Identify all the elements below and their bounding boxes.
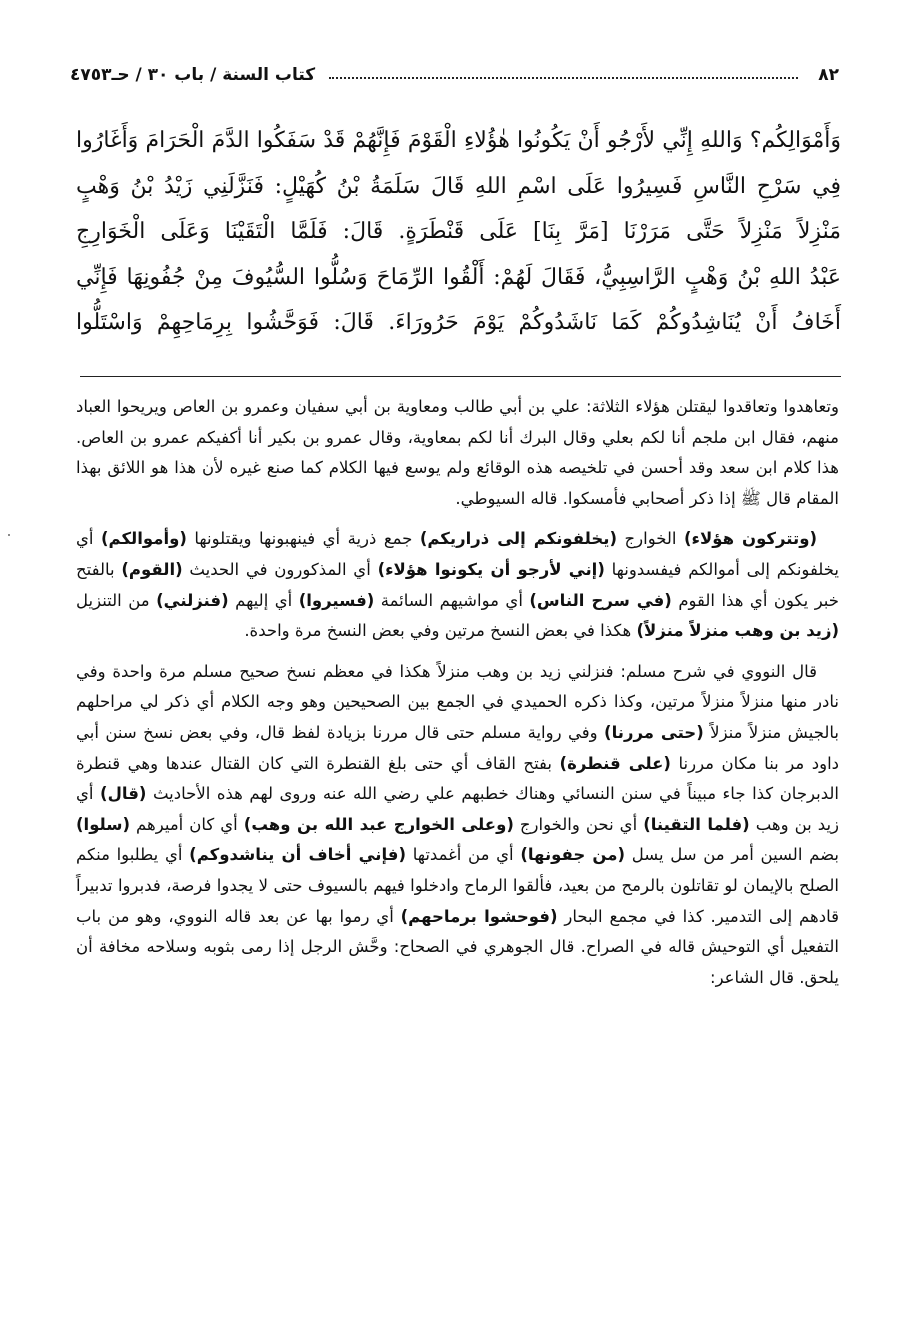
- hadith-line: مَنْزِلاً مَنْزِلاً حَتَّى مَرَرْنَا [مَرَّ بِنَا] عَلَى قَنْطَرَةٍ. قَالَ: فَلَمَّا الْتَقَيْنَا وَعَلَى الْخَوَارِجِ: [76, 219, 841, 244]
- commentary-text: من التنزيل: [76, 590, 157, 610]
- page-number: ٨٢: [818, 65, 839, 85]
- quoted-phrase: (على قنطرة): [559, 753, 671, 773]
- quoted-phrase: (حتى مررنا): [604, 722, 704, 742]
- commentary-paragraph: [76, 392, 839, 514]
- hadith-line: أَخَافُ أَنْ يُنَاشِدُوكُمْ كَمَا نَاشَدُوكُمْ يَوْمَ حَرُورَاءَ. قَالَ: فَوَحَّشُوا بِرِمَاحِهِمْ وَاسْتَلُّوا: [76, 310, 841, 335]
- commentary-text: بضم السين أمر من سل يسل: [625, 845, 839, 865]
- commentary-text: بفتح القاف أي حتى بلغ القنطرة التي كان القتال عندها وهي قنطرة الدبرجان كذا جاء مبيناً في سنن النسائي وهناك خطبهم علي رضي الله عنه وروى لهم هذه الأحاديث: [76, 753, 840, 804]
- hadith-line: فِي سَرْحِ النَّاسِ فَسِيرُوا عَلَى اسْمِ اللهِ قَالَ سَلَمَةُ بْنُ كُهَيْلٍ: فَنَزَّلَنِي زَيْدُ بْنُ وَهْبٍ: [76, 173, 841, 199]
- quoted-phrase: (في سرح الناس): [529, 590, 672, 610]
- hadith-line: وَأَمْوَالِكُم؟ وَاللهِ إِنِّي لأَرْجُو أَنْ يَكُونُوا هٰؤُلاءِ الْقَوْمَ فَإِنَّهُمْ قَدْ سَفَكُوا الدَّمَ الْحَرَامَ وَأَغَارُوا: [76, 128, 841, 153]
- quoted-phrase: (القوم): [121, 559, 183, 579]
- quoted-phrase: (فإني أخاف أن يناشدوكم): [189, 845, 407, 865]
- quoted-phrase: (يخلفونكم إلى ذراريكم): [419, 529, 618, 549]
- quoted-phrase: (فوحشوا برماحهم): [400, 906, 558, 926]
- commentary-text: أي المذكورون في الحديث: [182, 559, 378, 579]
- commentary-text: أي زيد بن وهب: [76, 784, 840, 834]
- quoted-phrase: (سلوا): [76, 814, 131, 834]
- commentary-divider: [80, 376, 841, 377]
- commentary-text: أي نحن والخوارج: [513, 814, 644, 834]
- commentary-text: قال النووي في شرح مسلم: فنزلني زيد بن وهب منزلاً هكذا في معظم نسخ صحيح مسلم مرة واحدة وفي نادر منها منزلاً منزلاً مرتين، وكذا ذكره الحميدي في الجمع بين الصحيحين وهو وجه الكلام أي ذكر لي مراحلهم بالجيش منزلاً منزلاً: [76, 661, 839, 742]
- quoted-phrase: (فنزلني): [156, 590, 229, 610]
- commentary-paragraph: [76, 524, 839, 646]
- page-header: [70, 58, 839, 92]
- commentary-text: أي من أغمدتها: [406, 845, 521, 865]
- quoted-phrase: (إني لأرجو أن يكونوا هؤلاء): [377, 559, 605, 579]
- commentary-text: أي يخلفونكم إلى أموالكم فيفسدونها: [76, 529, 840, 579]
- commentary-text: أي إليهم: [228, 590, 299, 610]
- commentary-text: الخوارج: [617, 529, 684, 549]
- commentary-text: أي رموا بها عن بعد قاله النووي، وهو من باب التفعيل أي التوحيش قاله في الصراح. قال الجوهري في الصحاح: وحَّش الرجل إذا رمى بثوبه وسلاحه مخافة أن يلحق. قال الشاعر:: [76, 906, 839, 987]
- commentary-text: هكذا في بعض النسخ مرتين وفي بعض النسخ مرة واحدة.: [244, 621, 637, 641]
- commentary-text: أي كان أميرهم: [130, 814, 244, 834]
- commentary: [76, 392, 839, 993]
- quoted-phrase: (وأموالكم): [100, 529, 187, 549]
- header-dotted-leader: [329, 77, 798, 79]
- commentary-text: أي يطلبوا منكم الصلح بالإيمان لو تقاتلون بالرمح من بعيد، فألقوا الرماح وادخلوا فيهم بالسيوف حتى لا يجدوا فرصة، فدبروا تدبيراً قادهم إلى التدمير. كذا في مجمع البحار: [76, 845, 839, 926]
- commentary-text: أي مواشيهم السائمة: [374, 590, 530, 610]
- margin-dot: [8, 534, 10, 536]
- commentary-paragraph: [76, 657, 839, 994]
- quoted-phrase: (وعلى الخوارج عبد الله بن وهب): [243, 814, 514, 834]
- quoted-phrase: (من جفونها): [520, 845, 626, 865]
- commentary-text: وتعاهدوا وتعاقدوا ليقتلن هؤلاء الثلاثة: علي بن أبي طالب ومعاوية بن أبي سفيان وعمرو بن العاص ويريحوا العباد منهم، فقال ابن ملجم أنا لكم بعلي وقال البرك أنا لكم بمعاوية، وقال عمرو بن بكير أنا أكفيكم عمرو بن العاص. هذا كلام ابن سعد وقد أحسن في تلخيصه هذه الوقائع ولم يوسع فيها الكلام كما صنع غيره لأن هذا هو اللائق بهذا المقام قال ﷺ إذا ذكر أصحابي فأمسكوا. قاله السيوطي.: [76, 397, 839, 508]
- commentary-text: بالفتح خبر يكون أي هذا القوم: [76, 559, 839, 610]
- running-title: كتاب السنة / باب ٣٠ / حـ٤٧٥٣: [70, 65, 316, 85]
- quoted-phrase: (وتتركون هؤلاء): [683, 529, 818, 549]
- quoted-phrase: (زيد بن وهب منزلاً منزلاً): [636, 621, 839, 641]
- hadith-text: [76, 118, 841, 346]
- quoted-phrase: (قال): [100, 784, 147, 804]
- quoted-phrase: (فلما التقينا): [643, 814, 750, 834]
- quoted-phrase: (فسيروا): [298, 590, 375, 610]
- commentary-text: وفي رواية مسلم حتى قال مررنا بزيادة لفظ قال، وفي بعض نسخ سنن أبي داود مر بنا مكان مررنا: [76, 722, 840, 773]
- commentary-text: جمع ذرية أي فينهبونها ويقتلونها: [186, 529, 420, 549]
- hadith-line: عَبْدُ اللهِ بْنُ وَهْبٍ الرَّاسِبِيُّ، فَقَالَ لَهُمْ: أَلْقُوا الرِّمَاحَ وَسُلُّوا السُّيُوفَ مِنْ جُفُونِهَا فَإِنِّي: [76, 264, 841, 290]
